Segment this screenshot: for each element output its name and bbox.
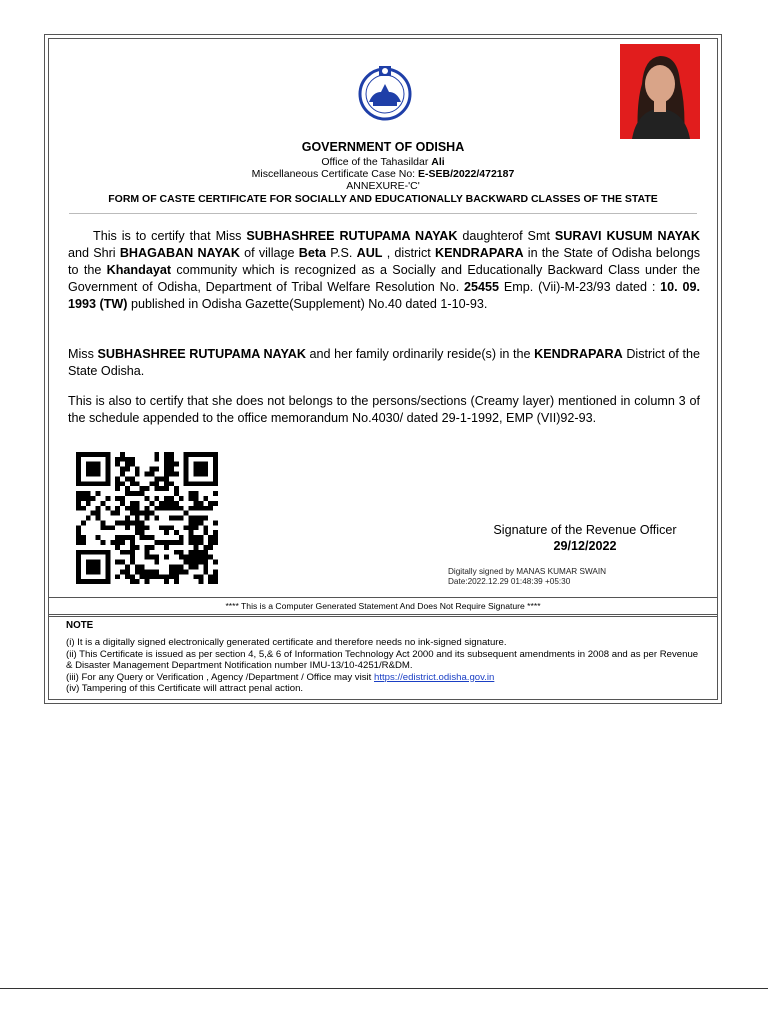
police-station: AUL <box>356 246 383 260</box>
digital-date-timezone: +05:30 <box>542 577 571 586</box>
p1-text: daughterof Smt <box>457 229 555 243</box>
form-title: FORM OF CASTE CERTIFICATE FOR SOCIALLY AND EDUCATIONALLY BACKWARD CLASSES OF THE STATE <box>108 193 658 205</box>
page-bottom-rule <box>0 988 768 989</box>
p1-text: P.S. <box>326 246 357 260</box>
edistrict-link[interactable]: https://edistrict.odisha.gov.in <box>374 671 495 683</box>
certificate-frame <box>44 34 722 704</box>
applicant-name: SUBHASHREE RUTUPAMA NAYAK <box>97 347 306 361</box>
p1-text: community which is recognized as a Socially and Educationally Backward Class under the Government of Odisha, Department of Tribal Welfare Resolution No. <box>68 263 700 294</box>
resolution-date: 10. 09. 1993 (TW) <box>68 280 701 311</box>
digital-date-prefix: Date:2022.12.29 01:48: <box>448 577 534 586</box>
district-name: KENDRAPARA <box>434 246 524 260</box>
note-item: (iv) Tampering of this Certificate will attract penal action. <box>66 683 304 694</box>
office-place: Ali <box>431 156 445 168</box>
signature-date: 29/12/2022 <box>553 539 617 553</box>
p1-text: Emp. (Vii)-M-23/93 dated : <box>499 280 661 294</box>
p1-text: and Shri <box>68 246 120 260</box>
digital-signed-by: Digitally signed by MANAS KUMAR SWAIN <box>448 567 607 576</box>
resolution-number: 25455 <box>464 280 500 294</box>
note-item: (ii) This Certificate is issued as per section 4, 5,& 6 of Information Technology Act 2000 and its subsequent amendments in 2008 and as per Revenue & Disaster Management Department Notification number IMU-13/10-4251/R&DM. <box>66 648 699 671</box>
p2-text: District of the State Odisha. <box>68 347 700 378</box>
district-name: KENDRAPARA <box>534 347 623 361</box>
case-prefix: Miscellaneous Certificate Case No: <box>251 168 418 180</box>
p2-text: and her family ordinarily reside(s) in the <box>305 347 535 361</box>
residence-paragraph <box>68 346 700 380</box>
digital-signature-stamp <box>448 567 606 587</box>
computer-generated-statement: **** This is a Computer Generated Statement And Does Not Require Signature **** <box>49 597 717 615</box>
header-divider <box>69 213 697 214</box>
case-number: E-SEB/2022/472187 <box>418 168 515 180</box>
note-item: (i) It is a digitally signed electronically generated certificate and therefore needs no ink-signed signature. <box>66 637 507 648</box>
applicant-photo <box>620 44 700 139</box>
certificate-inner-frame <box>48 38 718 700</box>
odisha-state-emblem-icon <box>355 62 415 122</box>
government-title: GOVERNMENT OF ODISHA <box>301 140 465 154</box>
applicant-name: SUBHASHREE RUTUPAMA NAYAK <box>246 229 458 243</box>
note-title: NOTE <box>66 620 94 631</box>
p1-text: , district <box>382 246 435 260</box>
father-name: BHAGABAN NAYAK <box>119 246 240 260</box>
p1-text: published in Odisha Gazette(Supplement) No.40 dated 1-10-93. <box>127 297 488 311</box>
office-prefix: Office of the Tahasildar <box>321 156 432 168</box>
note-list <box>66 637 704 695</box>
digital-signed-date <box>448 577 606 587</box>
p2-text: Miss <box>68 347 98 361</box>
village-name: Beta <box>298 246 327 260</box>
note-item-text: (iii) For any Query or Verification , Agency /Department / Office may visit <box>66 671 374 683</box>
community-name: Khandayat <box>106 263 172 277</box>
note-item <box>66 672 704 684</box>
certification-paragraph <box>68 228 700 313</box>
note-section <box>49 616 717 699</box>
p1-text: This is to certify that Miss <box>93 229 247 243</box>
signature-role: Signature of the Revenue Officer <box>493 523 677 537</box>
mother-name: SURAVI KUSUM NAYAK <box>554 229 700 243</box>
annexure-label: ANNEXURE-'C' <box>346 180 420 192</box>
case-number-line <box>49 168 717 180</box>
digital-date-seconds: 39 <box>533 577 543 586</box>
office-line <box>49 156 717 168</box>
qr-code-icon[interactable] <box>76 451 218 585</box>
p1-text: in the State of Odisha belongs to the <box>68 246 701 277</box>
creamy-layer-paragraph: This is also to certify that she does not belongs to the persons/sections (Creamy layer) mentioned in column 3 of the schedule appended to the office memorandum No.4030/ dated 29-1-1992, EMP (VII)92-93. <box>68 394 700 425</box>
p1-text: of village <box>239 246 299 260</box>
